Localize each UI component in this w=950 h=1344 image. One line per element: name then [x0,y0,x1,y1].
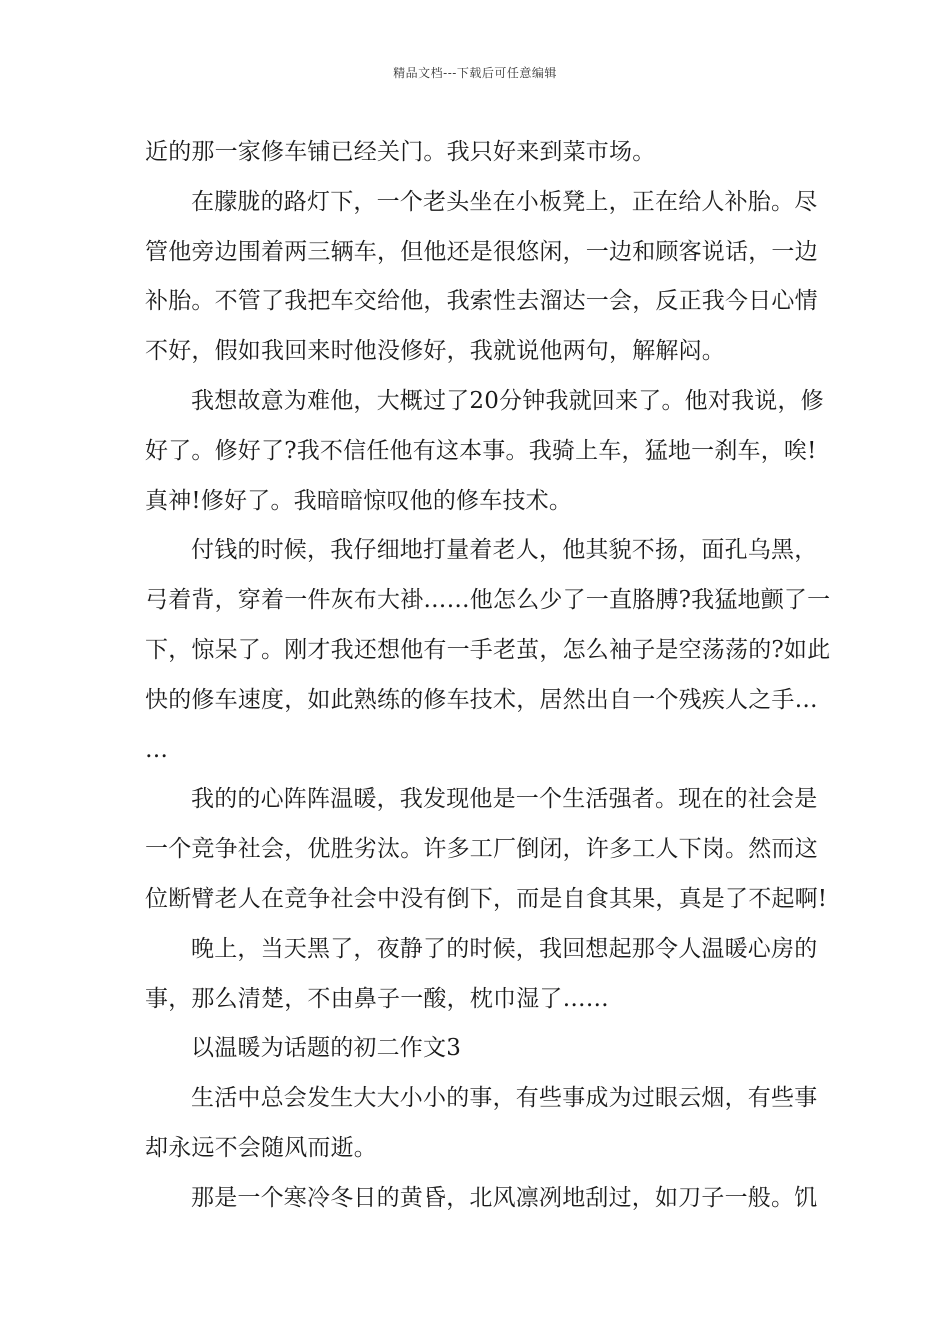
text-line: 快的修车速度，如此熟练的修车技术，居然出自一个残疾人之手… [145,686,818,713]
text-line: 我的的心阵阵温暖，我发现他是一个生活强者。现在的社会是 [191,786,818,813]
section-heading: 以温暖为话题的初二作文3 [191,1035,462,1062]
text-line: 晚上，当天黑了，夜静了的时候，我回想起那令人温暖心房的 [191,935,818,962]
document-body [145,128,831,1224]
text-line: 事，那么清楚，不由鼻子一酸，枕巾湿了…… [145,985,609,1012]
text-line: 好了。修好了?我不信任他有这本事。我骑上车，猛地一刹车，唉! [145,437,817,464]
text-line: 一个竞争社会，优胜劣汰。许多工厂倒闭，许多工人下岗。然而这 [145,836,818,863]
text-line: 那是一个寒冷冬日的黄昏，北风凛冽地刮过，如刀子一般。饥 [191,1184,818,1211]
text-line: 弓着背，穿着一件灰布大褂……他怎么少了一直胳膊?我猛地颤了一 [145,587,831,614]
text-line: … [145,736,169,763]
text-line: 付钱的时候，我仔细地打量着老人，他其貌不扬，面孔乌黑， [191,537,818,564]
text-line: 近的那一家修车铺已经关门。我只好来到菜市场。 [145,139,656,165]
text-line: 下，惊呆了。刚才我还想他有一手老茧，怎么袖子是空荡荡的?如此 [145,636,831,663]
text-line: 却永远不会随风而逝。 [145,1134,377,1161]
text-line: 真神!修好了。我暗暗惊叹他的修车技术。 [145,487,573,514]
text-line: 位断臂老人在竞争社会中没有倒下，而是自食其果，真是了不起啊! [145,885,828,912]
text-line: 生活中总会发生大大小小的事，有些事成为过眼云烟，有些事 [191,1085,818,1112]
text-line: 管他旁边围着两三辆车，但他还是很悠闲，一边和顾客说话，一边 [145,238,818,265]
page-header: 精品文档---下载后可任意编辑 [393,66,557,80]
text-line: 补胎。不管了我把车交给他，我索性去溜达一会，反正我今日心情 [145,288,818,315]
text-line: 我想故意为难他，大概过了20分钟我就回来了。他对我说，修 [191,387,824,414]
text-line: 在朦胧的路灯下，一个老头坐在小板凳上，正在给人补胎。尽 [191,188,818,215]
text-line: 不好，假如我回来时他没修好，我就说他两句，解解闷。 [145,338,725,365]
